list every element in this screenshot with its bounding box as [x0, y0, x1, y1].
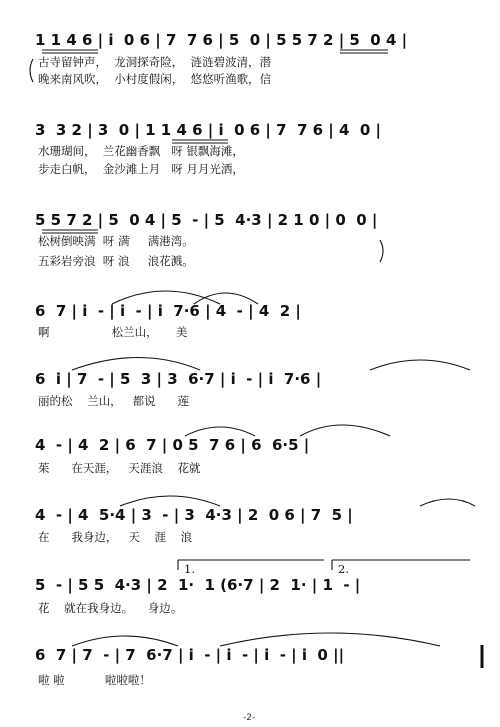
- notes-row-8: 5 - | 5 5 4·3 | 2 1· 1 (6·7 | 2 1· | 1 - |: [35, 576, 361, 594]
- lyrics-row-6: 茱 在天涯， 天涯浪 花就: [38, 461, 201, 475]
- score-row-3: [35, 211, 383, 268]
- lyrics-row-1-verse-2: 晚来南风吹， 小村度假闲， 悠悠听渔歌，信: [38, 72, 272, 86]
- lyrics-row-3-verse-1: 松树倒映满 呀 满 满港湾。: [38, 234, 194, 248]
- notes-row-2: 3 3 2 | 3 0 | 1 1 4 6 | i 0 6 | 7 7 6 | 4 0 |: [35, 121, 382, 139]
- volta-2-label: 2.: [338, 562, 349, 576]
- verse-bracket-right: [380, 240, 383, 262]
- notes-row-7: 4 - | 4 5·4 | 3 - | 3 4·3 | 2 0 6 | 7 5 |: [35, 506, 353, 524]
- volta-1-bracket: [178, 560, 324, 570]
- notes-row-6: 4 - | 4 2 | 6 7 | 0 5 7 6 | 6 6·5 |: [35, 436, 310, 454]
- lyrics-row-4: 啊 松兰山， 美: [38, 325, 188, 339]
- score-row-5: [35, 358, 470, 409]
- beam-lines-row-3: [42, 230, 98, 233]
- beam-lines-row-2: [172, 140, 228, 143]
- lyrics-row-8: 花 就在我身边。 身边。: [38, 601, 183, 615]
- score-row-2: [35, 121, 381, 176]
- lyrics-row-5: 丽的松 兰山， 都说 莲: [38, 394, 190, 408]
- score-row-7: [35, 496, 475, 544]
- score-row-8: [35, 560, 470, 615]
- volta-2-bracket: [332, 560, 470, 570]
- score-row-1: [30, 31, 407, 86]
- notes-row-5: 6 i | 7 - | 5 3 | 3 6·7 | i - | i 7·6 |: [35, 370, 322, 388]
- lyrics-row-7: 在 我身边， 天 涯 浪: [38, 530, 193, 544]
- slurs-row-7: [120, 496, 475, 506]
- notes-row-3: 5 5 7 2 | 5 0 4 | 5 - | 5 4·3 | 2 1 0 | 0 0 |: [35, 211, 378, 229]
- notes-row-4: 6 7 | i - | i - | i 7·6 | 4 - | 4 2 |: [35, 302, 301, 320]
- score-row-9: [35, 633, 482, 687]
- lyrics-row-9: 啦 啦 啦啦啦！: [38, 673, 151, 687]
- score-row-4: [35, 291, 301, 339]
- volta-1-label: 1.: [184, 562, 195, 576]
- lyrics-row-3-verse-2: 五彩岩旁浪 呀 浪 浪花溅。: [38, 254, 194, 268]
- slurs-row-9: [72, 633, 440, 646]
- slurs-row-6: [185, 425, 390, 436]
- page-number: -2-: [243, 713, 256, 723]
- lyrics-row-2-verse-1: 水珊瑚间， 兰花幽香飘 呀 银飘海滩，: [38, 144, 244, 158]
- beam-lines-row-1: [42, 50, 388, 53]
- slurs-row-5: [72, 358, 470, 371]
- score-row-6: [35, 425, 390, 475]
- notes-row-1: 1 1 4 6 | i 0 6 | 7 7 6 | 5 0 | 5 5 7 2 | 5 0 4 |: [35, 31, 408, 49]
- notes-row-9: 6 7 | 7 - | 7 6·7 | i - | i - | i - | i 0 ||: [35, 646, 345, 664]
- lyrics-row-2-verse-2: 步走白帆， 金沙滩上月 呀 月月光洒，: [38, 162, 244, 176]
- lyrics-row-1-verse-1: 古寺留钟声， 龙洞探奇险， 涟涟碧波清，潜: [38, 55, 272, 69]
- verse-bracket-left: [30, 59, 33, 82]
